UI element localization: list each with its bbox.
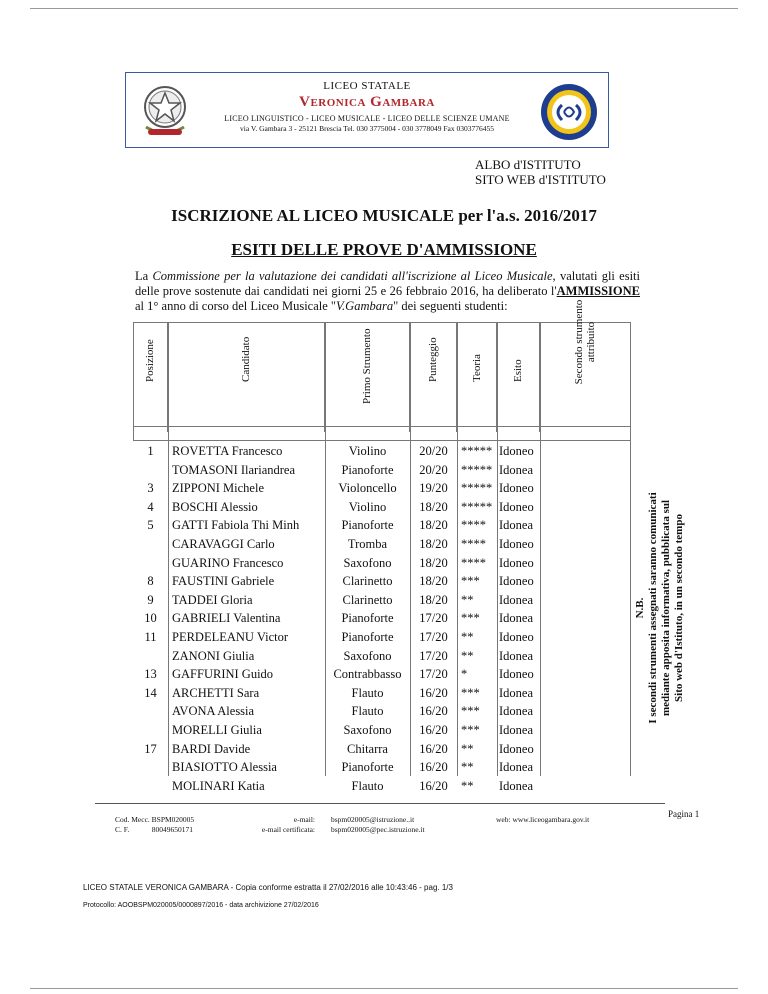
cell-candidato: PERDELEANU Victor <box>172 630 289 644</box>
school-address: via V. Gambara 3 - 25121 Brescia Tel. 030 3775004 - 030 3778049 Fax 0303776455 <box>239 124 495 133</box>
note-line: Sito web d'Istituto, in un secondo tempo <box>673 514 685 702</box>
cell-primo-strumento: Pianoforte <box>341 630 394 644</box>
cell-primo-strumento: Tromba <box>347 537 388 551</box>
cell-teoria: *** <box>461 685 480 700</box>
cell-teoria: **** <box>461 555 486 570</box>
cell-candidato: MOLINARI Katia <box>172 778 265 793</box>
cell-punteggio: 18/20 <box>419 499 448 514</box>
cell-esito: Idonea <box>499 685 534 700</box>
cell-punteggio: 17/20 <box>419 630 448 644</box>
cell-candidato: BIASIOTTO Alessia <box>172 760 277 775</box>
header-posizione <box>133 322 168 432</box>
cell-esito: Idonea <box>499 611 534 626</box>
footer-divider <box>95 803 665 804</box>
cell-esito: Idonea <box>499 592 534 607</box>
cell-posizione: 11 <box>144 630 157 644</box>
cell-esito: Idoneo <box>499 444 534 458</box>
document-title: ISCRIZIONE AL LICEO MUSICALE per l'a.s. 2016/2017 <box>171 206 597 225</box>
header-label: Secondo strumento attribuito <box>573 299 597 385</box>
cell-punteggio: 16/20 <box>419 778 448 793</box>
cell-teoria: ***** <box>461 462 493 477</box>
cell-punteggio: 20/20 <box>419 444 448 458</box>
school-name: Veronica Gambara <box>299 94 435 110</box>
cell-teoria: **** <box>461 518 486 533</box>
intro-text: " dei seguenti studenti: <box>393 299 508 313</box>
cell-posizione <box>133 461 168 480</box>
cell-teoria: *** <box>461 723 480 737</box>
cell-teoria: **** <box>461 537 486 551</box>
cell-candidato: BARDI Davide <box>172 741 251 756</box>
cell-primo-strumento: Violino <box>348 444 387 458</box>
cell-primo-strumento: Flauto <box>351 685 384 700</box>
cell-primo-strumento: Saxofono <box>343 648 392 663</box>
header-label: Punteggio <box>427 337 439 382</box>
cell-teoria: ** <box>461 760 474 775</box>
cell-candidato: CARAVAGGI Carlo <box>172 537 275 551</box>
cell-posizione <box>133 758 168 777</box>
page-number: Pagina 1 <box>668 809 700 819</box>
cell-teoria: ***** <box>461 499 493 514</box>
cell-teoria: ***** <box>461 444 493 458</box>
cell-primo-strumento: Flauto <box>351 704 384 719</box>
cell-esito: Idonea <box>499 760 534 775</box>
cell-posizione: 10 <box>144 611 157 626</box>
intro-paragraph <box>135 269 640 314</box>
cell-esito: Idonea <box>499 462 534 477</box>
cell-esito: Idonea <box>499 518 534 533</box>
cell-posizione: 14 <box>144 685 157 700</box>
cell-candidato: ROVETTA Francesco <box>172 444 283 458</box>
cell-punteggio: 18/20 <box>419 555 448 570</box>
header-label: Esito <box>512 359 524 382</box>
intro-ammissione: AMMISSIONE <box>556 284 640 298</box>
cell-esito: Idonea <box>499 648 534 663</box>
cell-posizione <box>133 702 168 721</box>
cell-punteggio: 20/20 <box>419 462 448 477</box>
cell-punteggio: 16/20 <box>419 685 448 700</box>
cell-posizione: 13 <box>144 667 157 682</box>
cell-candidato: ARCHETTI Sara <box>172 685 260 700</box>
cell-esito: Idonea <box>499 778 534 793</box>
intro-text: , valutati gli esiti delle prove sostenute dai candidati nei giorni 25 e 26 febbraio 2016, ha deliberato l' <box>135 269 640 298</box>
header-candidato <box>168 322 325 432</box>
cell-primo-strumento: Clarinetto <box>342 592 393 607</box>
cell-esito: Idoneo <box>499 481 534 496</box>
cell-candidato: MORELLI Giulia <box>172 723 262 737</box>
cell-candidato: GUARINO Francesco <box>172 555 284 570</box>
footer-codes <box>115 815 194 835</box>
header-label: Primo Strumento <box>361 328 373 404</box>
cell-candidato: ZIPPONI Michele <box>172 481 264 496</box>
cell-teoria: ** <box>461 592 474 607</box>
cell-primo-strumento: Violoncello <box>338 481 397 496</box>
cell-candidato: TADDEI Gloria <box>172 592 253 607</box>
cell-teoria: *** <box>461 704 480 719</box>
cell-posizione <box>133 554 168 573</box>
cell-esito: Idoneo <box>499 499 534 514</box>
cell-posizione: 3 <box>147 481 154 496</box>
cell-primo-strumento: Saxofono <box>343 555 392 570</box>
cell-primo-strumento: Pianoforte <box>341 611 394 626</box>
cell-candidato: GABRIELI Valentina <box>172 611 281 626</box>
intro-text: al 1° anno di corso del Liceo Musicale " <box>135 299 337 313</box>
note-text <box>634 440 686 776</box>
cell-candidato: ZANONI Giulia <box>172 648 255 663</box>
header-label: Teoria <box>470 354 483 382</box>
footer-pec-label: e-mail certificata: <box>261 825 315 834</box>
cell-posizione: 5 <box>147 518 154 533</box>
school-banner <box>125 72 609 148</box>
cell-punteggio: 19/20 <box>419 481 448 496</box>
cell-punteggio: 16/20 <box>419 741 448 756</box>
cell-esito: Idoneo <box>499 537 534 551</box>
top-border <box>30 8 738 9</box>
header-primo-strumento <box>325 322 410 432</box>
header-label: Candidato <box>240 336 252 382</box>
footer-pec[interactable]: bspm020005@pec.istruzione.it <box>331 825 425 834</box>
cell-candidato: FAUSTINI Gabriele <box>172 574 275 589</box>
cell-teoria: ** <box>461 778 474 793</box>
header-punteggio <box>410 322 457 432</box>
cell-posizione <box>133 777 168 796</box>
cell-candidato: AVONA Alessia <box>172 704 255 719</box>
document-subtitle: ESITI DELLE PROVE D'AMMISSIONE <box>231 240 537 259</box>
cell-punteggio: 17/20 <box>419 667 448 682</box>
cell-punteggio: 18/20 <box>419 592 448 607</box>
cell-posizione <box>133 647 168 666</box>
bottom-border <box>30 988 738 989</box>
header-teoria <box>457 322 497 432</box>
cell-candidato: BOSCHI Alessio <box>172 499 258 514</box>
intro-school: V.Gambara <box>336 299 394 313</box>
cell-teoria: ** <box>461 648 474 663</box>
footer-email[interactable]: bspm020005@istruzione..it <box>331 815 415 824</box>
cell-primo-strumento: Violino <box>348 499 387 514</box>
header-secondo-strumento <box>540 299 630 432</box>
footer-email-label: e-mail: <box>293 815 315 824</box>
note-nb: N.B. <box>634 597 646 619</box>
cell-teoria: * <box>461 667 468 682</box>
cell-punteggio: 16/20 <box>419 704 448 719</box>
cell-punteggio: 16/20 <box>419 760 448 775</box>
cell-esito: Idoneo <box>499 667 534 682</box>
albo-line: SITO WEB d'ISTITUTO <box>475 172 606 187</box>
intro-text: La <box>135 269 153 283</box>
footer-cf: C. F. 80049650171 <box>115 825 193 834</box>
cell-punteggio: 18/20 <box>419 537 448 551</box>
cell-esito: Idoneo <box>499 574 534 589</box>
cell-punteggio: 17/20 <box>419 611 448 626</box>
cell-teoria: *** <box>461 574 480 589</box>
table-header-line <box>133 440 630 441</box>
cell-punteggio: 18/20 <box>419 574 448 589</box>
cell-primo-strumento: Contrabbasso <box>333 667 402 682</box>
cell-teoria: ** <box>461 630 474 644</box>
cell-esito: Idonea <box>499 704 534 719</box>
cell-primo-strumento: Saxofono <box>343 723 392 737</box>
cell-candidato: GATTI Fabiola Thi Minh <box>172 518 300 533</box>
cell-esito: Idoneo <box>499 741 534 756</box>
cell-posizione: 9 <box>147 592 154 607</box>
albo-block <box>475 157 606 187</box>
cell-posizione: 17 <box>144 741 157 756</box>
cell-teoria: ***** <box>461 481 493 496</box>
cell-teoria: ** <box>461 741 474 756</box>
cell-primo-strumento: Clarinetto <box>342 574 393 589</box>
note-line: I secondi strumenti assegnati saranno comunicati <box>647 492 659 724</box>
school-type: LICEO STATALE <box>323 80 411 92</box>
albo-line: ALBO d'ISTITUTO <box>475 157 581 172</box>
cell-posizione: 4 <box>147 499 154 514</box>
cell-candidato: TOMASONI Ilariandrea <box>172 462 295 477</box>
school-subtitle: LICEO LINGUISTICO - LICEO MUSICALE - LICEO DELLE SCIENZE UMANE <box>224 114 510 123</box>
cell-primo-strumento: Pianoforte <box>341 760 394 775</box>
cell-esito: Idoneo <box>499 555 534 570</box>
cell-candidato: GAFFURINI Guido <box>172 667 274 682</box>
cell-posizione <box>133 721 168 740</box>
cell-posizione: 1 <box>147 444 154 458</box>
cell-punteggio: 16/20 <box>419 723 448 737</box>
cell-teoria: *** <box>461 611 480 626</box>
cell-punteggio: 17/20 <box>419 648 448 663</box>
cell-primo-strumento: Pianoforte <box>341 518 394 533</box>
secondo-strumento-note <box>560 440 685 776</box>
cell-posizione <box>133 535 168 554</box>
school-logo-icon <box>540 83 598 141</box>
copy-stamp: LICEO STATALE VERONICA GAMBARA - Copia conforme estratta il 27/02/2016 alle 10:43:46 - pag. 1/3 <box>83 883 453 892</box>
cell-posizione: 8 <box>147 574 154 589</box>
cell-esito: Idoneo <box>499 630 534 644</box>
note-line: mediante apposita informativa, pubblicata sul <box>660 499 672 717</box>
footer-web[interactable]: web: www.liceogambara.gov.it <box>496 815 590 824</box>
header-label: Posizione <box>144 339 156 382</box>
header-esito <box>497 322 540 432</box>
footer-cod-mecc: Cod. Mecc. BSPM020005 <box>115 815 195 824</box>
footer-emails <box>331 815 425 835</box>
footer-email-labels <box>250 815 315 835</box>
intro-commission: Commissione per la valutazione dei candidati all'iscrizione al Liceo Musicale <box>152 269 553 283</box>
cell-esito: Idonea <box>499 723 534 737</box>
cell-punteggio: 18/20 <box>419 518 448 533</box>
protocol-stamp: Protocollo: AOOBSPM020005/0000897/2016 - data archivizione 27/02/2016 <box>83 902 319 909</box>
cell-primo-strumento: Flauto <box>351 778 384 793</box>
cell-primo-strumento: Pianoforte <box>341 462 394 477</box>
cell-primo-strumento: Chitarra <box>347 741 388 756</box>
